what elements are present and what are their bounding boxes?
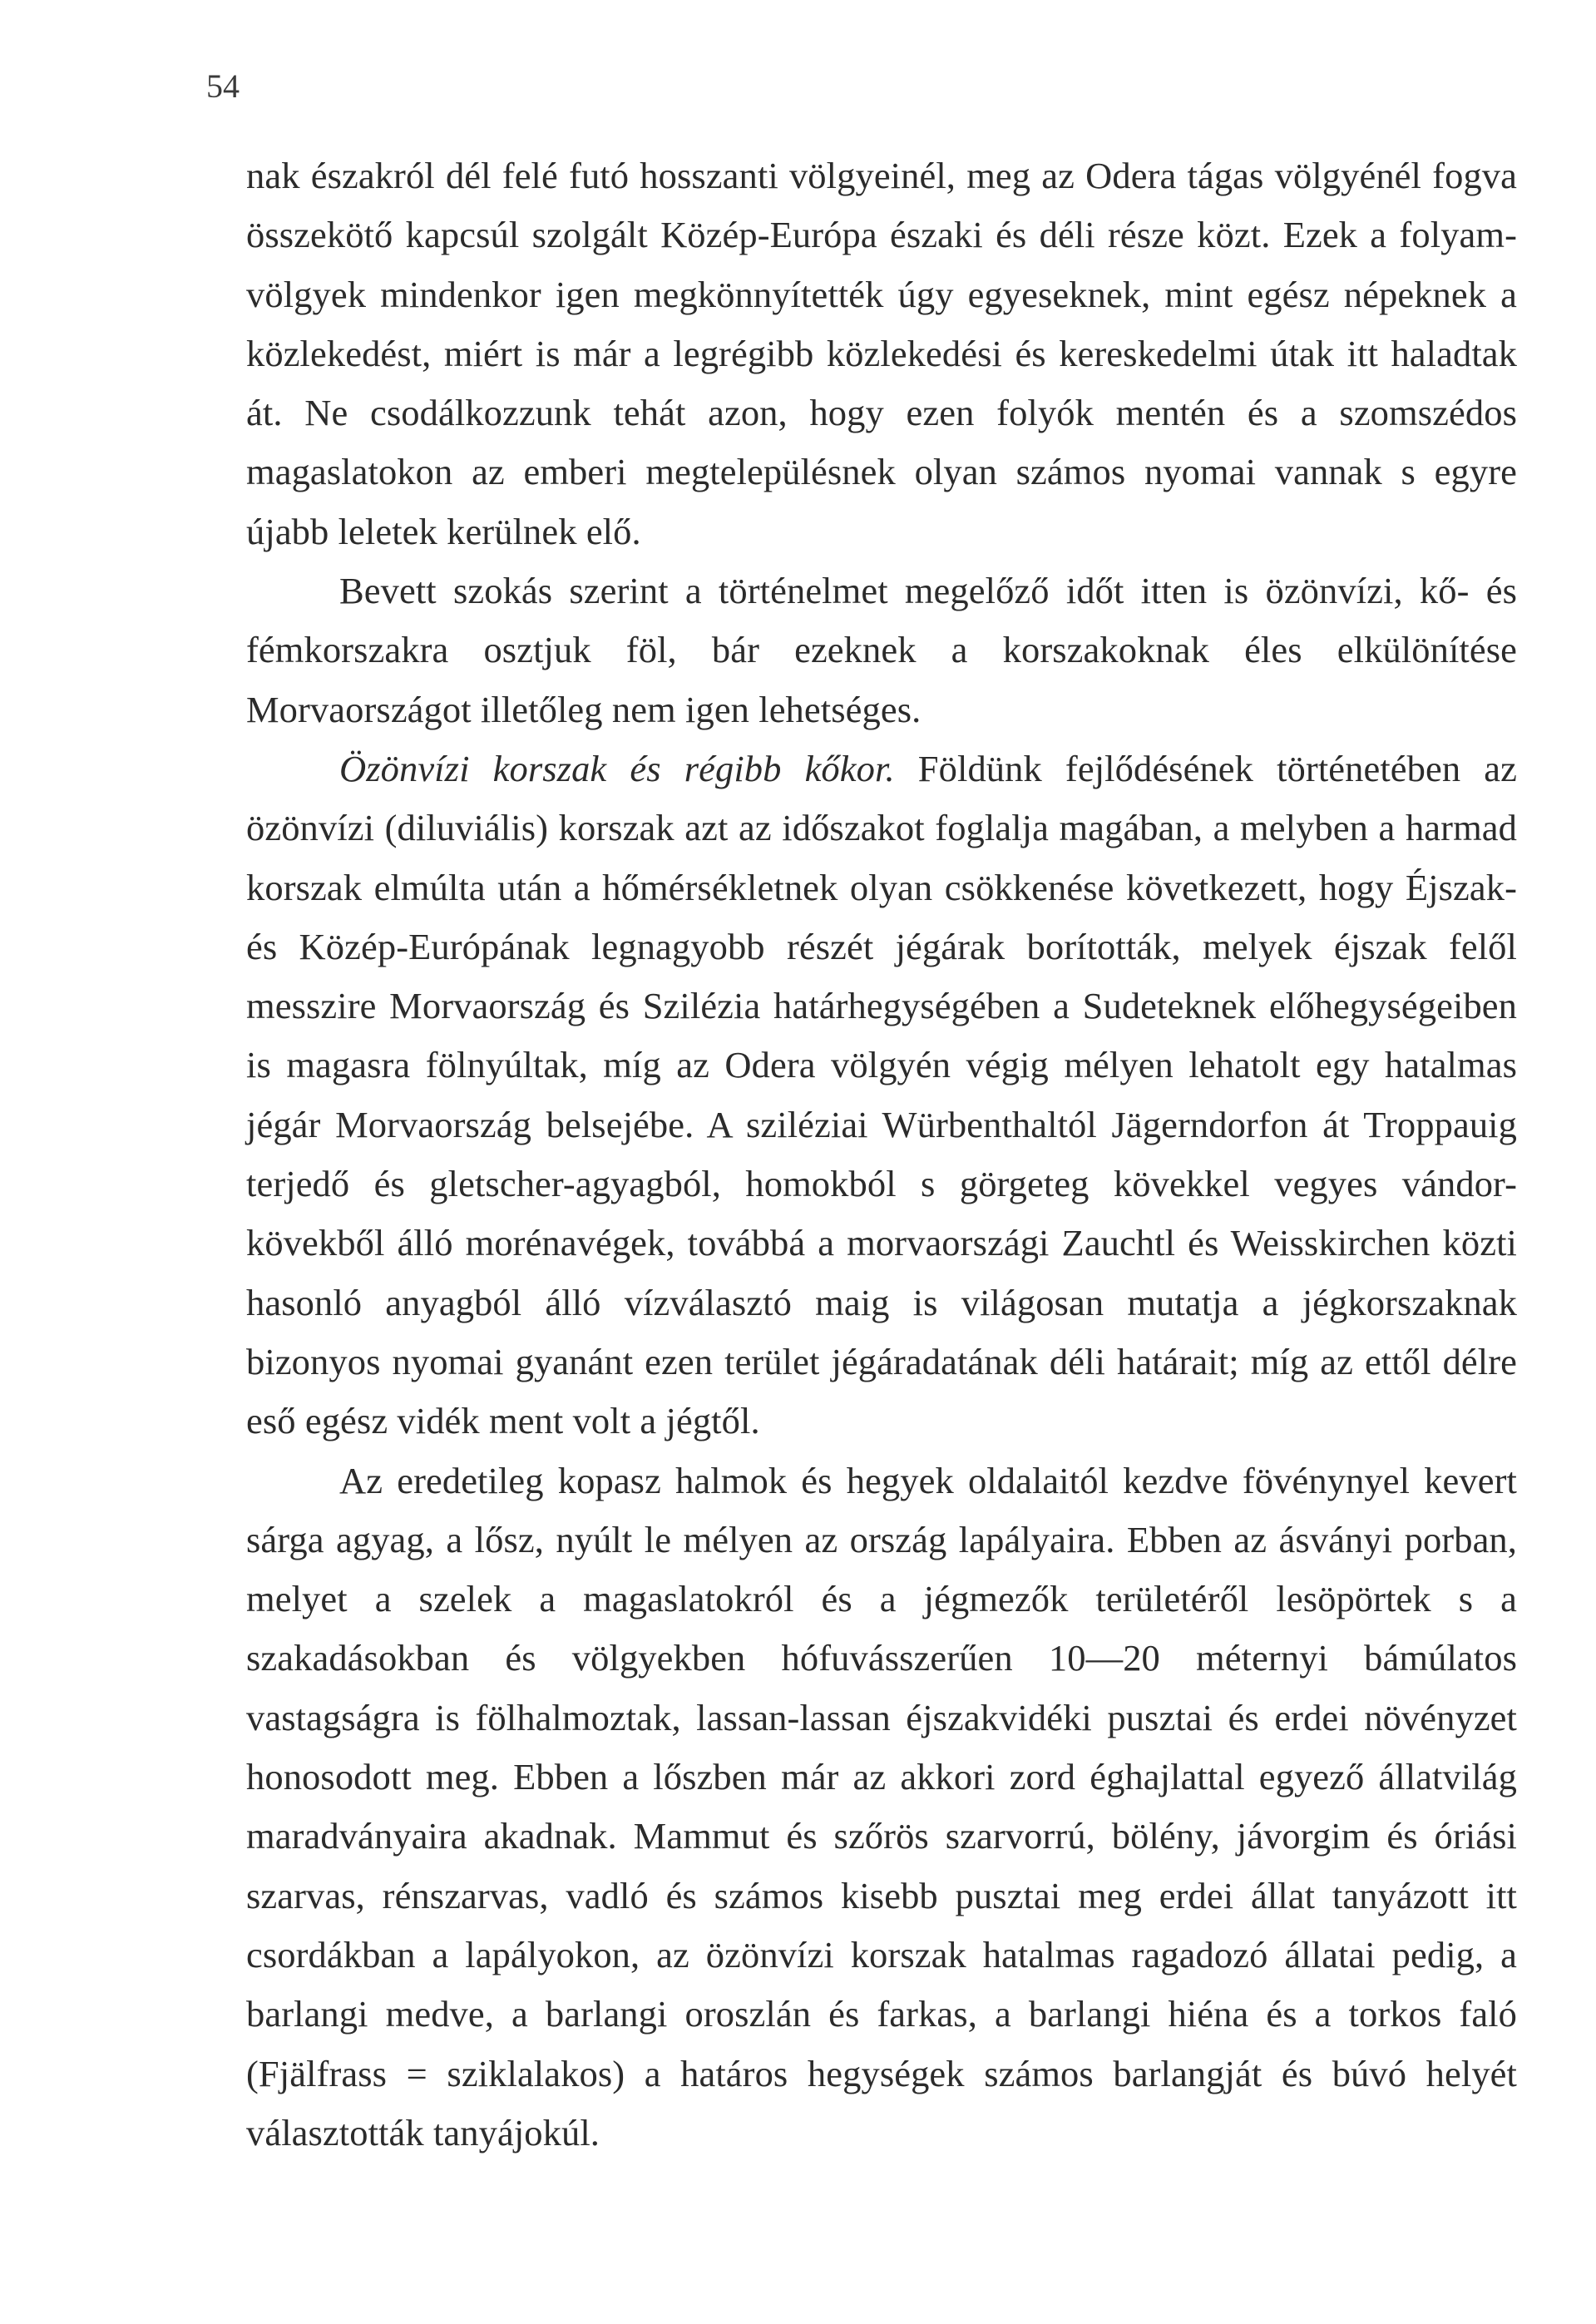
paragraph-3 (246, 739, 1517, 1451)
paragraph-3-text: Földünk fejlődésének történetében az özönvízi (diluviális) korszak azt az időszakot foglalja magában, a melyben a harmad korszak elmúlta után a hőmérsékletnek olyan csökkenése következett, hogy Éjszak- és Közép-Európának legnagyobb részét jégárak borították, melyek éjszak felől messzire Morvaország és Szilézia határhegységében a Sudeteknek előhegységeiben is magasra fölnyúltak, míg az Odera völgyén végig mélyen lehatolt egy hatalmas jégár Morvaország belsejébe. A sziléziai Würbenthaltól Jägerndorfon át Troppauig terjedő és gletscher-agyagból, homokból s görgeteg kövekkel vegyes vándor-kövekből álló morénavégek, továbbá a morvaországi Zauchtl és Weisskirchen közti hasonló anyagból álló vízválasztó maig is világosan mutatja a jégkorszaknak bizonyos nyomai gyanánt ezen terület jégáradatának déli határait; míg az ettől délre eső egész vidék ment volt a jégtől. (246, 747, 1517, 1442)
page-number: 54 (206, 67, 240, 105)
paragraph-1: nak északról dél felé futó hosszanti völgyeinél, meg az Odera tágas völgyénél fogva összekötő kapcsúl szolgált Közép-Európa északi és déli része közt. Ezek a folyam-völgyek mindenkor igen megkönnyítették úgy egyeseknek, mint egész népeknek a közlekedést, miért is már a legrégibb közlekedési és kereskedelmi útak itt haladtak át. Ne csodálkozzunk tehát azon, hogy ezen folyók mentén és a szomszédos magaslatokon az emberi megtelepülésnek olyan számos nyomai vannak s egyre újabb leletek kerülnek elő. (246, 155, 1517, 552)
paragraph-2: Bevett szokás szerint a történelmet megelőző időt itten is özönvízi, kő- és fémkorszakra osztjuk föl, bár ezeknek a korszakoknak éles elkülönítése Morvaországot illetőleg nem igen lehetséges. (246, 570, 1517, 730)
body-text (246, 146, 1517, 2163)
paragraph-4: Az eredetileg kopasz halmok és hegyek oldalaitól kezdve fövénynyel kevert sárga agyag, a lősz, nyúlt le mélyen az ország lapályaira. Ebben az ásványi porban, melyet a szelek a magaslatokról és a jégmezők területéről lesöpörtek s a szakadásokban és völgyekben hófuvásszerűen 10—20 méternyi bámúlatos vastagságra is fölhalmoztak, lassan-lassan éjszakvidéki pusztai és erdei növényzet honosodott meg. Ebben a lőszben már az akkori zord éghajlattal egyező állatvilág maradványaira akadnak. Mammut és szőrös szarvorrú, bölény, jávorgim és óriási szarvas, rénszarvas, vadló és számos kisebb pusztai meg erdei állat tanyázott itt csordákban a lapályokon, az özönvízi korszak hatalmas ragadozó állatai pedig, a barlangi medve, a barlangi oroszlán és farkas, a barlangi hiéna és a torkos faló (Fjälfrass = sziklalakos) a határos hegységek számos barlangját és búvó helyét választották tanyájokúl. (246, 1459, 1517, 2153)
section-heading: Özönvízi korszak és régibb kőkor. (339, 747, 895, 789)
